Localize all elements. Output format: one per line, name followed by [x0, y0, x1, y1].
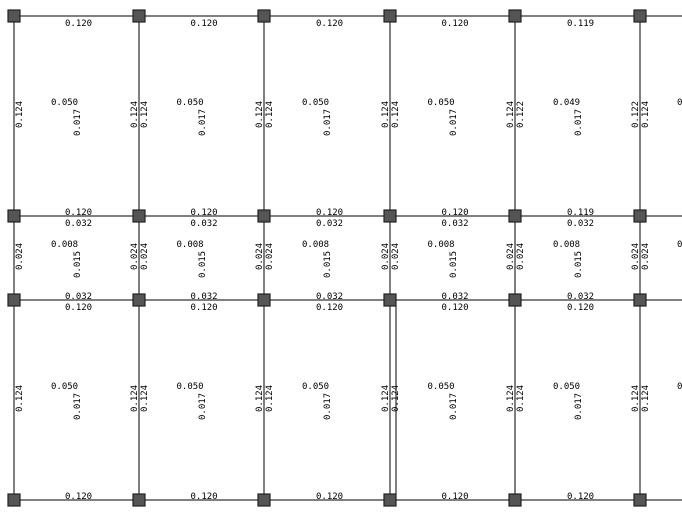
beam-moment-top-label: 0.119: [567, 19, 595, 29]
beam-moment-top-label: 0.032: [567, 219, 595, 229]
column-node: [258, 210, 270, 222]
beam-moment-bottom-label: 0.032: [441, 292, 469, 302]
beam-moment-bottom-label: 0.032: [567, 292, 595, 302]
edge-right-label: 0.124: [255, 100, 265, 128]
beam-moment-top-label: 0.120: [190, 19, 218, 29]
slab-vertical-label: 0.015: [323, 250, 333, 278]
column-node: [258, 10, 270, 22]
edge-right-label: 0.024: [130, 242, 140, 270]
beam-moment-top-label: 0.120: [65, 303, 93, 313]
slab-vertical-label: 0.017: [449, 108, 459, 136]
column-node: [384, 494, 396, 506]
slab-vertical-label: 0.017: [73, 392, 83, 420]
edge-left-label: 0.124: [391, 100, 401, 128]
slab-vertical-label: 0.015: [449, 250, 459, 278]
edge-right-label: 0.124: [255, 384, 265, 412]
edge-left-label: 0.124: [140, 384, 150, 412]
slab-center-label: 0.008: [302, 240, 330, 250]
edge-left-label: 0.124: [391, 384, 401, 412]
beam-moment-bottom-label: 0.120: [65, 492, 93, 502]
beam-moment-top-label: 0.032: [441, 219, 469, 229]
slab-center-label: 0.049: [553, 98, 581, 108]
slab-vertical-label: 0.015: [574, 250, 584, 278]
beam-moment-bottom-label: 0.120: [65, 208, 93, 218]
column-node: [634, 10, 646, 22]
edge-right-label: 0.124: [130, 384, 140, 412]
edge-left-label: 0.024: [391, 242, 401, 270]
edge-left-label: 0.024: [140, 242, 150, 270]
column-node: [634, 210, 646, 222]
column-node: [509, 210, 521, 222]
edge-right-label: 0.024: [381, 242, 391, 270]
slab-center-label: 0.050: [553, 382, 581, 392]
column-node: [384, 10, 396, 22]
slab-center-label: 0.008: [51, 240, 79, 250]
column-node: [8, 10, 20, 22]
column-node: [8, 294, 20, 306]
edge-right-label: 0.124: [381, 384, 391, 412]
beam-moment-bottom-label: 0.120: [567, 492, 595, 502]
slab-vertical-label: 0.017: [449, 392, 459, 420]
beam-moment-top-label: 0.120: [316, 19, 344, 29]
edge-left-label: 0.124: [15, 384, 25, 412]
edge-left-label: 0.124: [265, 384, 275, 412]
slab-vertical-label: 0.017: [574, 392, 584, 420]
edge-right-label: 0.124: [506, 100, 516, 128]
slab-center-label: 0.050: [176, 382, 204, 392]
slab-center-label: 0.050: [51, 98, 79, 108]
column-node: [8, 210, 20, 222]
edge-left-label: 0.124: [516, 384, 526, 412]
slab-center-label: 0.008: [427, 240, 455, 250]
beam-moment-bottom-label: 0.119: [567, 208, 595, 218]
edge-left-label: 0.122: [516, 100, 526, 128]
column-node: [509, 294, 521, 306]
edge-right-label: 0.024: [255, 242, 265, 270]
beam-moment-bottom-label: 0.032: [65, 292, 93, 302]
column-node: [634, 494, 646, 506]
slab-center-label: 0.050: [51, 382, 79, 392]
slab-vertical-label: 0.017: [198, 108, 208, 136]
slab-center-label: 0.050: [427, 98, 455, 108]
column-node: [384, 294, 396, 306]
edge-left-label: 0.124: [15, 100, 25, 128]
edge-left-label: 0.024: [516, 242, 526, 270]
slab-vertical-label: 0.015: [73, 250, 83, 278]
edge-left-label: 0.124: [641, 100, 651, 128]
column-node: [634, 294, 646, 306]
edge-left-label: 0.124: [265, 100, 275, 128]
column-node: [258, 494, 270, 506]
slab-center-label: 0.050: [302, 98, 330, 108]
beam-moment-bottom-label: 0.032: [190, 292, 218, 302]
slab-center-label: 0.050: [302, 382, 330, 392]
beam-moment-top-label: 0.120: [316, 303, 344, 313]
beam-moment-top-label: 0.120: [567, 303, 595, 313]
beam-moment-bottom-label: 0.120: [316, 208, 344, 218]
slab-center-label-partial: 0: [677, 382, 682, 392]
slab-vertical-label: 0.017: [198, 392, 208, 420]
column-node: [133, 294, 145, 306]
edge-left-label: 0.024: [15, 242, 25, 270]
beam-moment-top-label: 0.120: [190, 303, 218, 313]
beam-moment-top-label: 0.032: [190, 219, 218, 229]
beam-moment-top-label: 0.032: [316, 219, 344, 229]
edge-left-label: 0.024: [265, 242, 275, 270]
beam-moment-bottom-label: 0.120: [190, 208, 218, 218]
beam-moment-bottom-label: 0.120: [190, 492, 218, 502]
column-node: [258, 294, 270, 306]
slab-vertical-label: 0.017: [323, 392, 333, 420]
slab-center-label-partial: 0: [677, 240, 682, 250]
column-node: [8, 494, 20, 506]
slab-center-label: 0.050: [427, 382, 455, 392]
edge-right-label: 0.024: [506, 242, 516, 270]
beam-moment-top-label: 0.120: [65, 19, 93, 29]
column-node: [384, 210, 396, 222]
slab-center-label: 0.008: [176, 240, 204, 250]
slab-center-label-partial: 0: [677, 98, 682, 108]
slab-center-label: 0.050: [176, 98, 204, 108]
slab-vertical-label: 0.017: [73, 108, 83, 136]
column-node: [133, 210, 145, 222]
column-node: [133, 494, 145, 506]
edge-right-label: 0.124: [631, 384, 641, 412]
beam-moment-top-label: 0.120: [441, 303, 469, 313]
beam-moment-bottom-label: 0.032: [316, 292, 344, 302]
beam-moment-top-label: 0.032: [65, 219, 93, 229]
edge-right-label: 0.124: [506, 384, 516, 412]
edge-right-label: 0.122: [631, 100, 641, 128]
beam-moment-bottom-label: 0.120: [441, 208, 469, 218]
edge-right-label: 0.124: [130, 100, 140, 128]
slab-vertical-label: 0.017: [574, 108, 584, 136]
column-node: [509, 10, 521, 22]
beam-moment-bottom-label: 0.120: [441, 492, 469, 502]
column-node: [133, 10, 145, 22]
beam-moment-top-label: 0.120: [441, 19, 469, 29]
edge-right-label: 0.124: [381, 100, 391, 128]
edge-left-label: 0.124: [641, 384, 651, 412]
column-node: [509, 494, 521, 506]
edge-right-label: 0.024: [631, 242, 641, 270]
edge-left-label: 0.124: [140, 100, 150, 128]
slab-center-label: 0.008: [553, 240, 581, 250]
beam-moment-bottom-label: 0.120: [316, 492, 344, 502]
slab-vertical-label: 0.015: [198, 250, 208, 278]
slab-vertical-label: 0.017: [323, 108, 333, 136]
edge-left-label: 0.024: [641, 242, 651, 270]
